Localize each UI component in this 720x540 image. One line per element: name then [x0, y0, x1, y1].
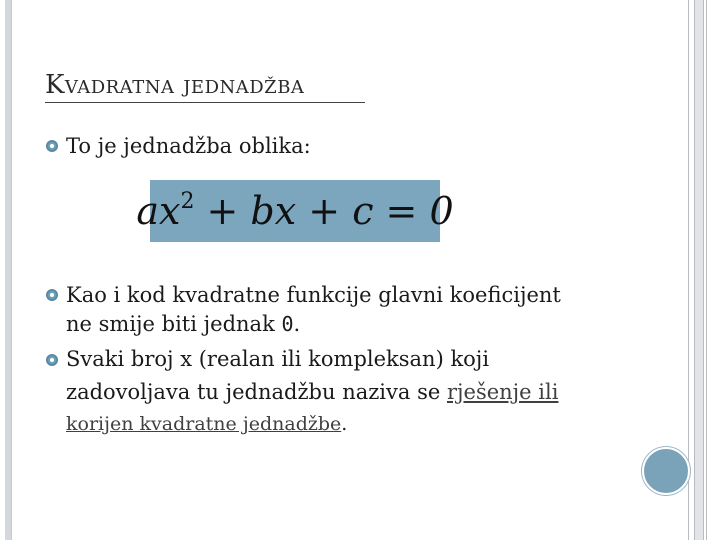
formula-rest: + bx + c = 0	[194, 189, 454, 233]
bullet-text-2-line-1: Kao i kod kvadratne funkcije glavni koeficijent	[66, 283, 561, 307]
link-korijen[interactable]: korijen kvadratne jednadžbe	[66, 413, 342, 435]
title-underline	[45, 102, 365, 103]
corner-decoration-circle	[642, 447, 690, 495]
formula-box	[136, 180, 454, 242]
bullet-text-2-line-2	[66, 312, 300, 336]
bullet-text-3-line-1: Svaki broj x (realan ili kompleksan) koji	[66, 347, 490, 371]
bullet-2-text: ne smije biti jednak	[66, 312, 282, 336]
bullet-2-zero: 0	[281, 312, 294, 336]
left-frame-border	[5, 0, 12, 540]
right-rail-bar	[694, 0, 704, 540]
bullet-text-1: To je jednadžba oblika:	[66, 134, 311, 158]
slide-title: Kvadratna jednadžba	[45, 70, 305, 100]
bullet-icon	[46, 289, 58, 301]
formula-exponent: 2	[180, 189, 195, 214]
formula-ax: ax	[136, 189, 181, 233]
bullet-3-period: .	[341, 413, 348, 435]
bullet-icon	[46, 140, 58, 152]
right-rail-line	[688, 0, 689, 540]
bullet-text-3-line-2	[66, 380, 558, 404]
bullet-icon	[46, 354, 58, 366]
bullet-3-text: zadovoljava tu jednadžbu naziva se	[66, 380, 447, 404]
bullet-text-3-line-3	[66, 413, 347, 435]
quadratic-formula	[136, 189, 453, 233]
link-rjesenje[interactable]: rješenje ili	[446, 380, 559, 404]
right-rail-line-outer	[706, 0, 707, 540]
bullet-2-period: .	[293, 312, 301, 336]
